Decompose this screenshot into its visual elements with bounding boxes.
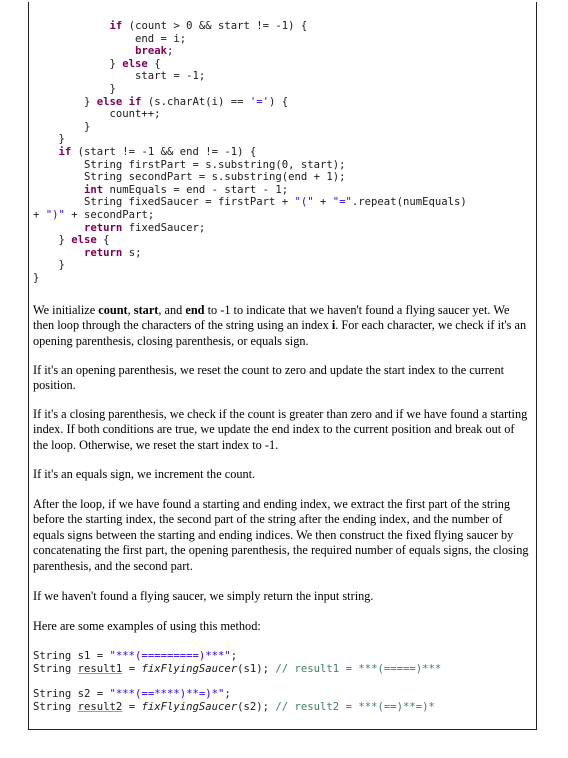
code-line: count++; bbox=[33, 108, 161, 121]
code-line: break; bbox=[135, 45, 174, 58]
code-example-1 bbox=[33, 650, 441, 675]
code-line: } bbox=[33, 271, 40, 284]
code-line: return s; bbox=[84, 246, 142, 259]
code-line: } bbox=[33, 259, 65, 272]
code-block-method bbox=[33, 20, 467, 284]
code-line: return fixedSaucer; bbox=[84, 221, 206, 234]
code-example-2 bbox=[33, 688, 435, 713]
code-line: start = -1; bbox=[33, 70, 206, 83]
code-line: String result2 = fixFlyingSaucer(s2); // result2 = ***(==)**=)* bbox=[33, 700, 435, 713]
code-line: } bbox=[33, 133, 65, 146]
code-line: } bbox=[33, 82, 116, 95]
paragraph-closing-parenthesis: If it's a closing parenthesis, we check if the count is greater than zero and if we have found a starting index. If both conditions are true, we update the end index to the current position and break out of the loop. Otherwise, we reset the start index to -1. bbox=[33, 407, 528, 452]
code-line: if (count > 0 && start != -1) { bbox=[109, 20, 308, 32]
paragraph-equals-sign: If it's an equals sign, we increment the count. bbox=[33, 467, 256, 481]
code-line: } else { bbox=[33, 234, 110, 247]
code-line: String result1 = fixFlyingSaucer(s1); // result1 = ***(=====)*** bbox=[33, 662, 442, 675]
code-line: int numEquals = end - start - 1; bbox=[84, 183, 289, 196]
code-line: + ")" + secondPart; bbox=[33, 208, 155, 221]
code-line: String firstPart = s.substring(0, start); bbox=[33, 158, 346, 171]
code-line: } else if (s.charAt(i) == '=') { bbox=[33, 95, 289, 108]
paragraph-examples-intro: Here are some examples of using this method: bbox=[33, 619, 261, 633]
code-line: } else { bbox=[33, 57, 161, 70]
paragraph-opening-parenthesis: If it's an opening parenthesis, we reset the count to zero and update the start index to the current position. bbox=[33, 363, 505, 393]
paragraph-after-loop: After the loop, if we have found a starting and ending index, we extract the first part of the string before the starting index, the second part of the string after the ending index, and the number of equals signs between the starting and ending indices. We then construct the fixed flying saucer by concatenating the first part, the opening parenthesis, the required number of equals signs, the closing parenthesis, and the second part. bbox=[33, 497, 529, 573]
code-line: if (start != -1 && end != -1) { bbox=[58, 145, 257, 158]
code-line: } bbox=[33, 120, 91, 133]
code-line: String s2 = "***(==****)**=)*"; bbox=[33, 688, 231, 700]
paragraph-initialization: We initialize count, start, and end to -1 to indicate that we haven't found a flying saucer yet. We then loop through the characters of the string using an index i. For each character, we check if it's an opening parenthesis, closing parenthesis, or equals sign. bbox=[33, 303, 527, 348]
paragraph-no-saucer: If we haven't found a flying saucer, we simply return the input string. bbox=[33, 589, 374, 603]
code-line: String s1 = "***(=========)***"; bbox=[33, 650, 238, 662]
code-line: end = i; bbox=[33, 32, 187, 45]
code-line: String fixedSaucer = firstPart + "(" + "=".repeat(numEquals) bbox=[33, 196, 467, 209]
code-line: String secondPart = s.substring(end + 1); bbox=[33, 171, 346, 184]
